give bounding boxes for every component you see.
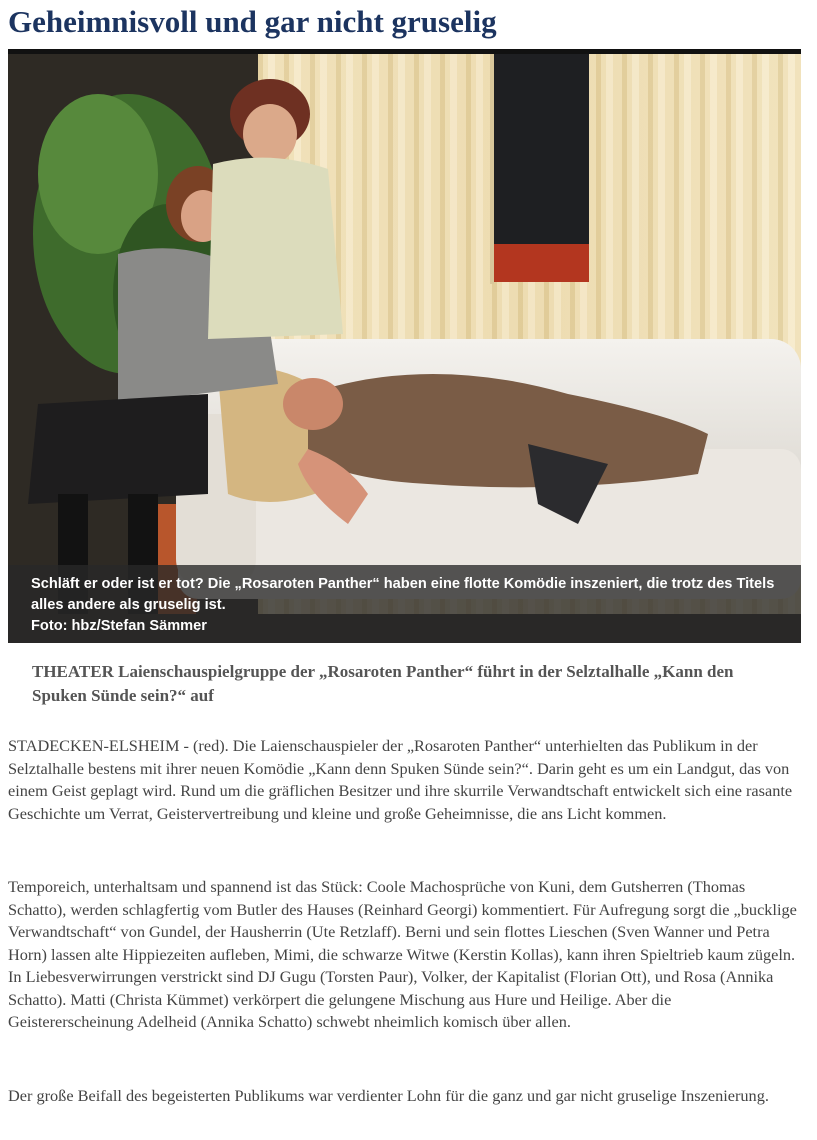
photo-caption <box>8 565 801 643</box>
article-paragraph-1: STADECKEN-ELSHEIM - (red). Die Laienschauspieler der „Rosaroten Panther“ unterhielten das Publikum in der Selztalhalle bestens mit ihrer neuen Komödie „Kann denn Spuken Sünde sein?“. Darin geht es um ein Landgut, das von einem Geist geplagt wird. Rund um die gräflichen Besitzer und ihre skurrile Verwandtschaft entwickelt sich eine rasante Geschichte um Verrat, Geistervertreibung und kleine und große Geheimnisse, die ans Licht kommen. <box>8 736 793 823</box>
stage-scene-illustration <box>8 54 801 643</box>
article-headline: Geheimnisvoll und gar nicht gruselig <box>8 4 497 39</box>
article-photo[interactable] <box>8 54 801 643</box>
article-paragraph-3: Der große Beifall des begeisterten Publikums war verdienter Lohn für die ganz und gar nicht gruselige Inszenierung. <box>8 1086 769 1105</box>
photo-caption-text: Schläft er oder ist er tot? Die „Rosaroten Panther“ haben eine flotte Komödie inszeniert, die trotz des Titels alles andere als gruselig ist. <box>31 576 775 613</box>
photo-credit: Foto: hbz/Stefan Sämmer <box>31 618 207 634</box>
article-subheadline: THEATER Laienschauspielgruppe der „Rosaroten Panther“ führt in der Selztalhalle „Kann den Spuken Sünde sein?“ auf <box>32 662 734 705</box>
article-paragraph-2: Temporeich, unterhaltsam und spannend ist das Stück: Coole Machosprüche von Kuni, dem Gutsherren (Thomas Schatto), werden schlagfertig vom Butler des Hauses (Reinhard Georgi) kommentiert. Für Aufregung sorgt die „bucklige Verwandtschaft“ von Gundel, der Hausherrin (Ute Retzlaff). Berni und sein flottes Lieschen (Sven Wanner und Petra Horn) lassen alte Hippiezeiten aufleben, Mimi, die schwarze Witwe (Kerstin Kollas), kann ihren Spieltrieb kaum zügeln. In Liebesverwirrungen verstrickt sind DJ Gugu (Torsten Paur), Volker, der Kapitalist (Florian Ott), und Rosa (Annika Schatto). Matti (Christa Kümmet) verkörpert die gelungene Mischung aus Hure und Heilige. Aber die Geistererscheinung Adelheid (Annika Schatto) schwebt nheimlich komisch über allen. <box>8 877 797 1031</box>
